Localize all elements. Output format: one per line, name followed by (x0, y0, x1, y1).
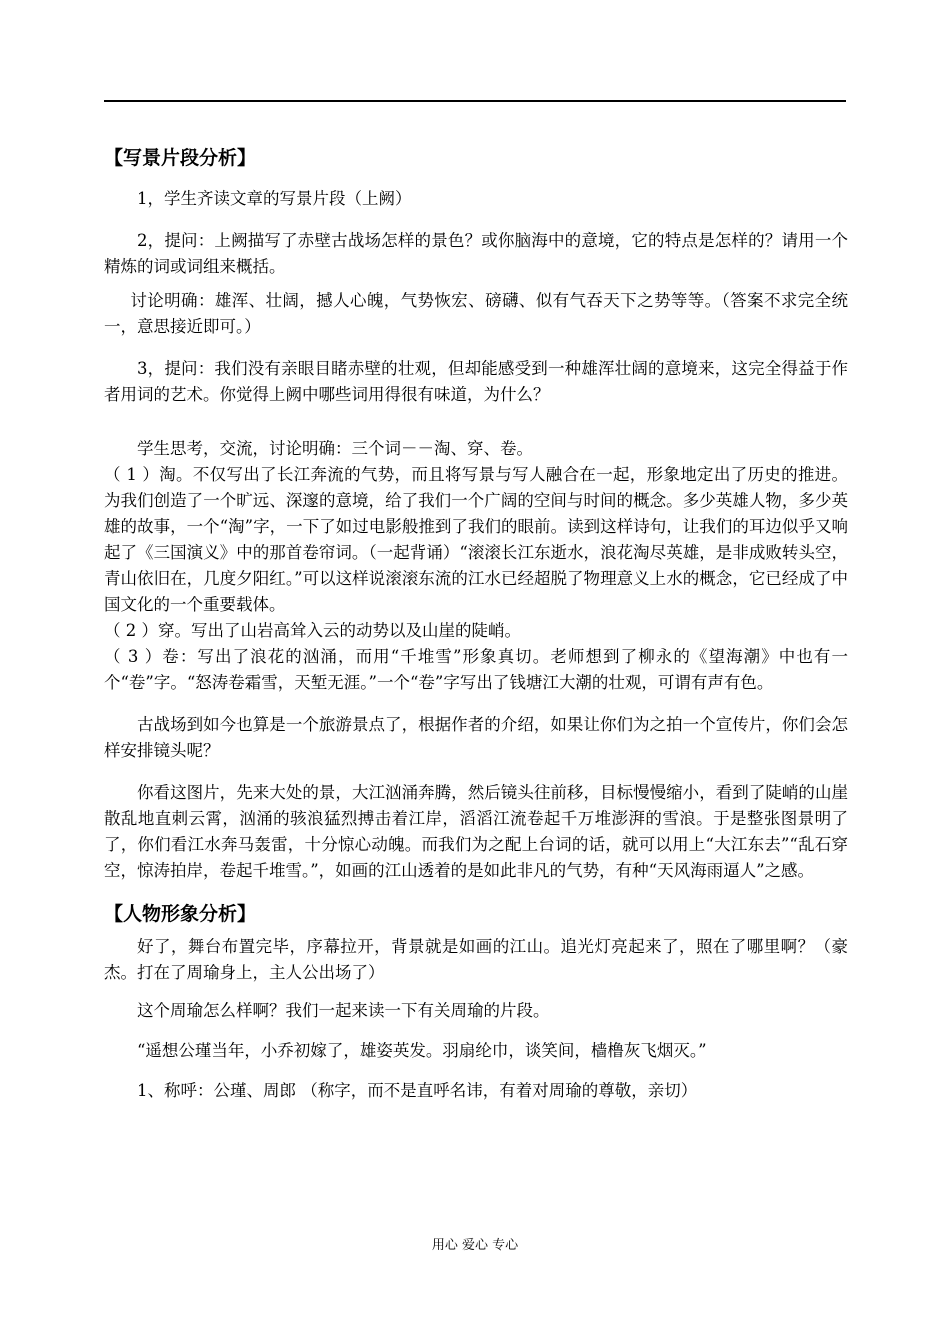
paragraph: （ 1 ）淘。不仅写出了长江奔流的气势，而且将写景与写人融合在一起，形象地定出了历史的推进。为我们创造了一个旷远、深邃的意境，给了我们一个广阔的空间与时间的概念。多少英雄人物，多少英雄的故事，一个“淘”字，一下了如过电影般推到了我们的眼前。读到这样诗句，让我们的耳边似乎又响起了《三国演义》中的那首卷帘词。（一起背诵）“滚滚长江东逝水，浪花淘尽英雄，是非成败转头空，青山依旧在，几度夕阳红。”可以这样说滚滚东流的江水已经超脱了物理意义上水的概念，它已经成了中国文化的一个重要载体。 (104, 465, 848, 614)
page-footer: 用心 爱心 专心 (431, 1238, 519, 1253)
document-body (104, 142, 848, 1104)
paragraph: 这个周瑜怎么样啊？我们一起来读一下有关周瑜的片段。 (137, 1001, 550, 1020)
paragraph: 1、称呼：公瑾、周郎 （称字，而不是直呼名讳，有着对周瑜的尊敬，亲切） (137, 1081, 698, 1100)
paragraph: 3，提问：我们没有亲眼目睹赤壁的壮观，但却能感受到一种雄浑壮阔的意境来，这完全得益于作者用词的艺术。你觉得上阙中哪些词用得很有味道，为什么？ (104, 359, 848, 404)
section-heading-scenery: 【写景片段分析】 (104, 147, 257, 169)
section-heading-character: 【人物形象分析】 (104, 903, 257, 925)
paragraph: 学生思考，交流，讨论明确：三个词－－淘、穿、卷。 (137, 439, 533, 458)
paragraph: 你看这图片，先来大处的景，大江汹涌奔腾，然后镜头往前移，目标慢慢缩小，看到了陡峭的山崖散乱地直刺云霄，汹涌的骇浪猛烈搏击着江岸，滔滔江流卷起千万堆澎湃的雪浪。于是整张图景明了了，你们看江水奔马轰雷，十分惊心动魄。而我们为之配上台词的话，就可以用上“大江东去”“乱石穿空，惊涛拍岸，卷起千堆雪。”，如画的江山透着的是如此非凡的气势，有种“天风海雨逼人”之感。 (104, 783, 848, 880)
paragraph: 1，学生齐读文章的写景片段（上阙） (137, 189, 412, 208)
quotation: “遥想公瑾当年，小乔初嫁了，雄姿英发。羽扇纶巾，谈笑间，樯橹灰飞烟灭。” (137, 1041, 707, 1060)
paragraph: （ 3 ）卷：写出了浪花的汹涌，而用“千堆雪”形象真切。老师想到了柳永的《望海潮》中也有一个“卷”字。“怒涛卷霜雪，天堑无涯。”一个“卷”字写出了钱塘江大潮的壮观，可谓有声有色。 (104, 647, 848, 692)
header-rule (104, 100, 846, 102)
paragraph: 讨论明确：雄浑、壮阔，撼人心魄，气势恢宏、磅礴、似有气吞天下之势等等。（答案不求完全统一，意思接近即可。） (104, 291, 848, 336)
paragraph: 好了，舞台布置完毕，序幕拉开，背景就是如画的江山。追光灯亮起来了，照在了哪里啊？（豪杰。打在了周瑜身上，主人公出场了） (104, 937, 848, 982)
paragraph: 2，提问：上阙描写了赤壁古战场怎样的景色？或你脑海中的意境，它的特点是怎样的？请用一个精炼的词或词组来概括。 (104, 231, 848, 276)
paragraph: （ 2 ）穿。写出了山岩高耸入云的动势以及山崖的陡峭。 (104, 621, 521, 640)
paragraph: 古战场到如今也算是一个旅游景点了，根据作者的介绍，如果让你们为之拍一个宣传片，你们会怎样安排镜头呢？ (104, 715, 848, 760)
